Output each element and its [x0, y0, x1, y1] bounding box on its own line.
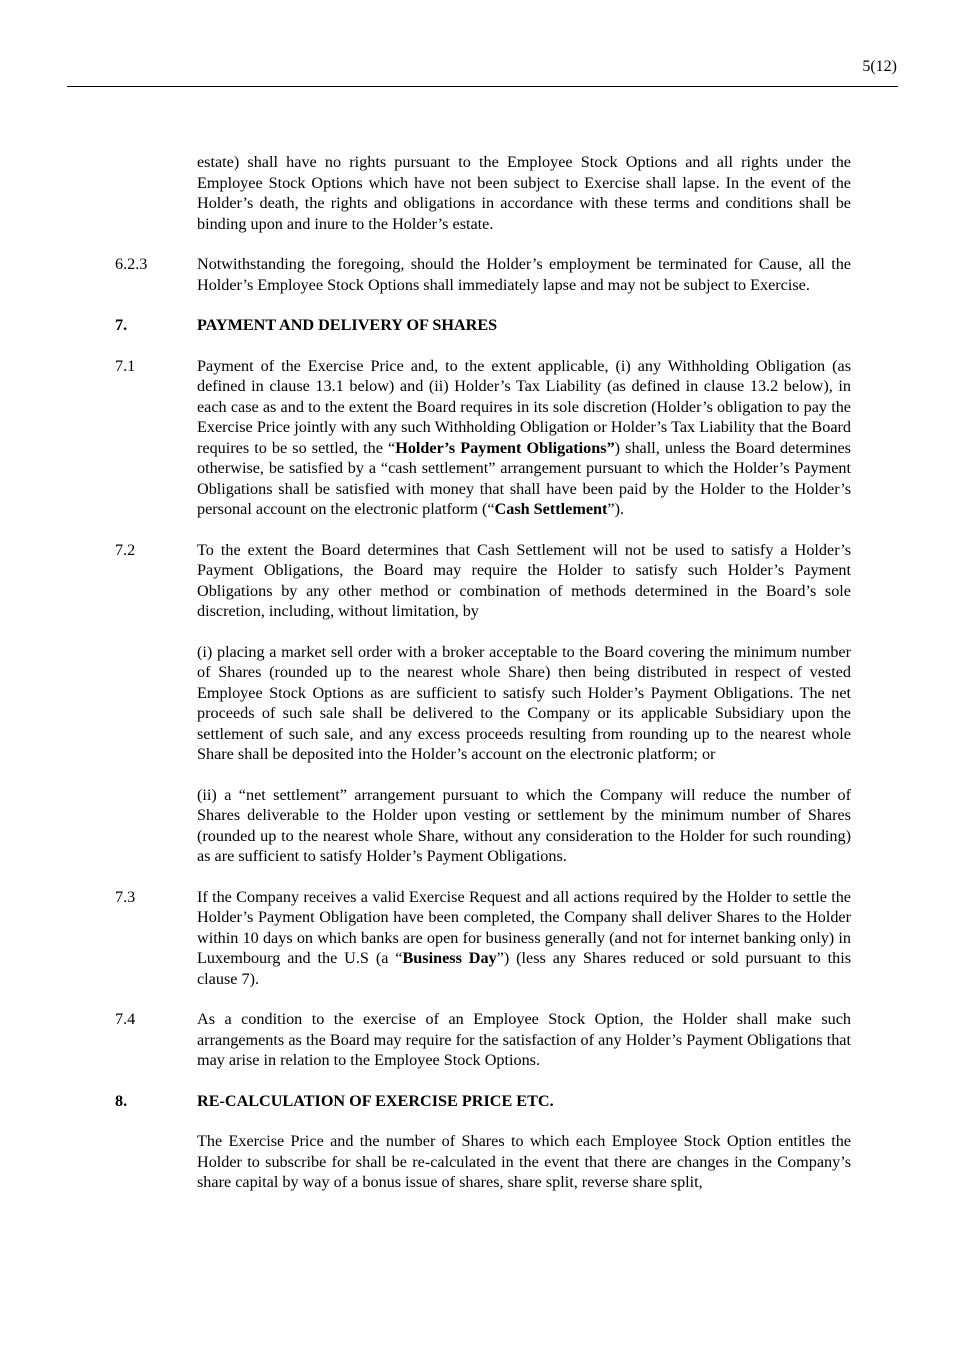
clause-7-4 [115, 1009, 851, 1071]
clause-text: As a condition to the exercise of an Employee Stock Option, the Holder shall make such arrangements as the Board may require for the satisfaction of any Holder’s Payment Obligations that may arise in relation to the Employee Stock Options. [197, 1010, 851, 1069]
section-title: PAYMENT AND DELIVERY OF SHARES [197, 316, 498, 334]
clause-number: 6.2.3 [115, 255, 148, 273]
section-8-heading [115, 1091, 851, 1112]
clause-number: 7.2 [115, 540, 136, 559]
clause-text-part: If the Company receives a valid Exercise Request and all actions required by the Holder to settle the Holder’s Payment Obligation have been completed, the Company shall deliver Shares to the Holder within 10 days on which banks are open for business generally (and not for internet banking only) in Luxembourg and the U.S (a “ [197, 887, 851, 967]
defined-term: Cash Settlement [494, 500, 608, 518]
section-number: 8. [115, 1091, 128, 1110]
clause-text-part: Payment of the Exercise Price and, to the extent applicable, (i) any Withholding Obligation (as defined in clause 13.1 below) and (ii) Holder’s Tax Liability (as defined in clause 13.2 below), in each case as and to the extent the Board requires in its sole discretion (Holder’s obligation to pay the Exercise Price jointly with any such Withholding Obligation or Holder’s Tax Liability that the Board requires to be so settled, the “ [197, 356, 851, 457]
defined-term: Holder’s Payment Obligations” [395, 438, 615, 457]
continuation-paragraph: estate) shall have no rights pursuant to the Employee Stock Options and all rights under the Employee Stock Options which have not been subject to Exercise shall lapse. In the event of the Holder’s death, the rights and obligations in accordance with these terms and conditions shall be binding upon and inure to the Holder’s estate. [197, 153, 851, 233]
clause-text: To the extent the Board determines that Cash Settlement will not be used to satisfy a Holder’s Payment Obligations, the Board may require the Holder to satisfy such Holder’s Payment Obligations by any other method or combination of methods determined in the Board’s sole discretion, including, without limitation, by [197, 540, 851, 620]
clause-text-part: ”). [607, 500, 625, 518]
section-8-paragraph: The Exercise Price and the number of Shares to which each Employee Stock Option entitles the Holder to subscribe for shall be re-calculated in the event that there are changes in the Company’s share capital by way of a bonus issue of shares, share split, reverse share split, [197, 1132, 851, 1191]
clause-7-3 [115, 887, 851, 990]
document-body [115, 152, 851, 1213]
section-7-heading [115, 315, 851, 336]
page-number: 5(12) [862, 58, 897, 75]
section-title: RE-CALCULATION OF EXERCISE PRICE ETC. [197, 1091, 554, 1110]
clause-7-1 [115, 356, 851, 520]
section-number: 7. [115, 316, 128, 334]
clause-text [197, 356, 851, 520]
clause-text-part: ”) (less any Shares reduced or sold pursuant to this clause 7). [197, 949, 851, 988]
header-divider [67, 86, 898, 87]
clause-text: Notwithstanding the foregoing, should the Holder’s employment be terminated for Cause, all the Holder’s Employee Stock Options shall immediately lapse and may not be subject to Exercise. [197, 255, 851, 294]
clause-text [197, 887, 851, 990]
defined-term: Business Day [402, 949, 497, 967]
clause-number: 7.4 [115, 1010, 136, 1028]
clause-7-2 [115, 540, 851, 622]
clause-number: 7.3 [115, 887, 136, 906]
sub-clause-ii: (ii) a “net settlement” arrangement pursuant to which the Company will reduce the number of Shares deliverable to the Holder upon vesting or settlement by the minimum number of Shares (rounded up to the nearest whole Share, without any consideration to the Holder for such rounding) as are sufficient to satisfy Holder’s Payment Obligations. [197, 785, 851, 865]
clause-text-part: ) shall, unless the Board determines otherwise, be satisfied by a “cash settlement” arrangement pursuant to which the Holder’s Payment Obligations shall be satisfied with money that shall have been paid by the Holder to the Holder’s personal account on the electronic platform (“ [197, 438, 851, 518]
clause-6-2-3 [115, 254, 851, 295]
sub-clause-i: (i) placing a market sell order with a broker acceptable to the Board covering the minimum number of Shares (rounded up to the nearest whole Share) then being distributed in respect of vested Employee Stock Options as are sufficient to satisfy such Holder’s Payment Obligations. The net proceeds of such sale shall be delivered to the Company or its applicable Subsidiary upon the settlement of such sale, and any excess proceeds resulting from rounding up to the nearest whole Share shall be deposited into the Holder’s account on the electronic platform; or [197, 642, 851, 763]
clause-number: 7.1 [115, 356, 136, 375]
